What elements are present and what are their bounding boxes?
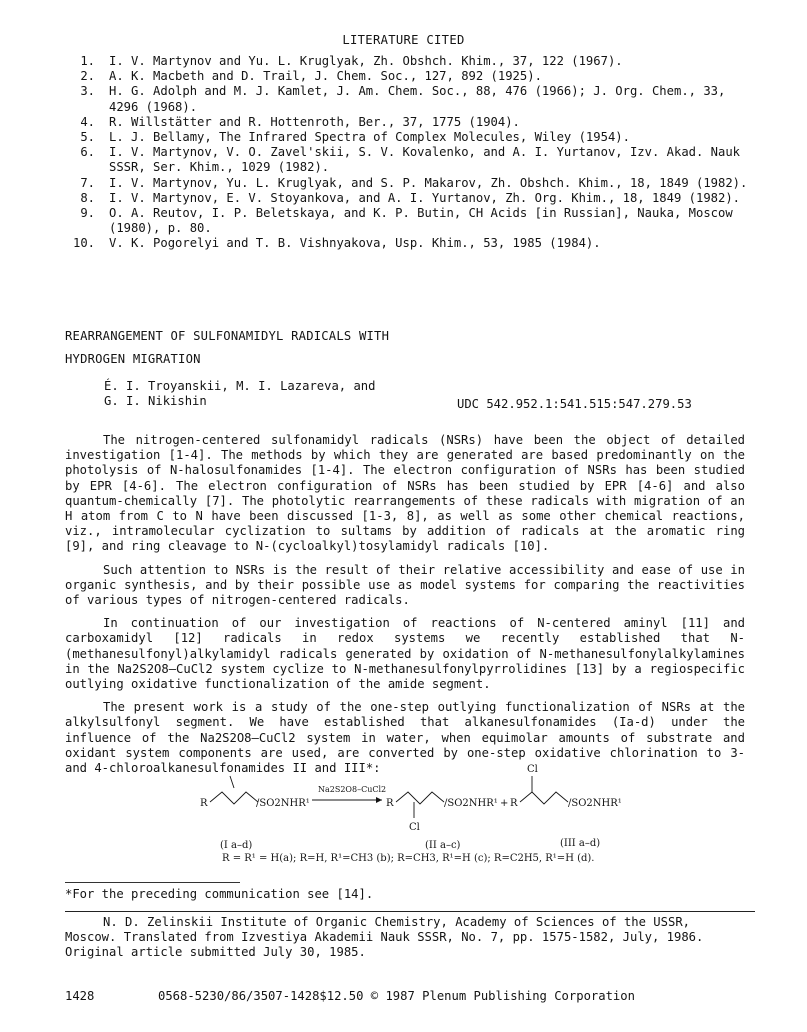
reference-number: 1. [80, 54, 95, 68]
reference-number: 7. [80, 175, 95, 190]
product-iii-group: /SO2NHR¹ [568, 798, 622, 809]
publication-code: 0568-5230/86/3507-1428$12.50 © 1987 Plenum Publishing Corporation [158, 989, 635, 1003]
reference-number: 2. [80, 69, 95, 84]
article-title-line-1: REARRANGEMENT OF SULFONAMIDYL RADICALS WITH [65, 329, 390, 343]
compound-label-ii: (II a–c) [425, 840, 461, 851]
reference-text: I. V. Martynov, Yu. L. Kruglyak, and S. P. Makarov, Zh. Obshch. Khim., 18, 1849 (1982). [109, 175, 748, 190]
product-ii-chain [396, 792, 444, 804]
page-number: 1428 [65, 989, 95, 1003]
reaction-scheme [200, 762, 720, 880]
reference-text: H. G. Adolph and M. J. Kamlet, J. Am. Chem. Soc., 88, 476 (1966); J. Org. Chem., 33, 4296 (1968). [109, 84, 726, 114]
reference-number: 6. [80, 145, 95, 160]
reference-text: V. K. Pogorelyi and T. B. Vishnyakova, Usp. Khim., 53, 1985 (1984). [109, 236, 601, 251]
reference-text: O. A. Reutov, I. P. Beletskaya, and K. P. Butin, CH Acids [in Russian], Nauka, Moscow (1980), p. 80. [109, 206, 733, 236]
affiliation-note [65, 915, 755, 961]
reactant-r-label: R [200, 798, 208, 809]
reference-item [50, 115, 760, 130]
plus-sign: + [500, 798, 509, 809]
reference-item [50, 84, 760, 114]
body-paragraph: Such attention to NSRs is the result of their relative accessibility and ease of use in organic synthesis, and by their possible use as model systems for comparing the reactivities of various types of nitrogen-centered radicals. [65, 562, 745, 608]
article-body [65, 433, 745, 784]
compound-label-iii: (III a–d) [560, 838, 601, 849]
reaction-scheme-drawing [200, 762, 720, 880]
body-paragraph: The present work is a study of the one-step outlying functionalization of NSRs at the alkylsulfonyl segment. We have established that alkanesulfonamides (Ia-d) under the influence of the Na2S2O8–CuCl2 system in water, when equimolar amounts of substrate and oxidant system components are used, are converted by one-step oxidative chlorination to 3- and 4-chloroalkanesulfonamides II and III*: [65, 700, 745, 776]
reference-number: 4. [80, 114, 95, 129]
article-title [65, 325, 389, 371]
reference-item [50, 69, 760, 84]
arrow-head-icon [376, 797, 382, 803]
affiliation-line-3: Original article submitted July 30, 1985. [65, 945, 366, 960]
reference-text: I. V. Martynov, E. V. Stoyankova, and A. I. Yurtanov, Zh. Org. Khim., 18, 1849 (1982). [109, 190, 741, 205]
article-title-line-2: HYDROGEN MIGRATION [65, 352, 201, 366]
author-list [104, 379, 376, 409]
reference-text: I. V. Martynov, V. O. Zavel'skii, S. V. Kovalenko, and A. I. Yurtanov, Izv. Akad. Nauk SSSR, Ser. Khim., 1029 (1982). [109, 145, 741, 175]
product-ii-group: /SO2NHR¹ [444, 798, 498, 809]
reactant-chain [210, 792, 258, 804]
product-ii-r-label: R [386, 798, 394, 809]
reference-item [50, 191, 760, 206]
reference-item [50, 236, 760, 251]
reference-number: 8. [80, 190, 95, 205]
product-iii-cl: Cl [527, 764, 538, 775]
product-ii-cl: Cl [409, 822, 420, 833]
body-paragraph: In continuation of our investigation of reactions of N-centered aminyl [11] and carboxamidyl [12] radicals in redox systems we recently established that N-(methanesulfonyl)alkylamidyl radicals generated by oxidation of N-methanesulfonylalkylamines in the Na2S2O8–CuCl2 system cyclize to N-methanesulfonylpyrrolidines [13] by a regiospecific outlying oxidative functionalization of the amide segment. [65, 616, 745, 692]
reference-text: L. J. Bellamy, The Infrared Spectra of Complex Molecules, Wiley (1954). [109, 130, 630, 145]
body-paragraph: The nitrogen-centered sulfonamidyl radicals (NSRs) have been the object of detailed investigation [1-4]. The methods by which they are generated are based predominantly on the photolysis of N-halosulfonamides [1-4]. The electron configuration of NSRs has been studied by EPR [4-6]. The electron configuration of NSRs has been studied by EPR [4-6] and also quantum-chemically [7]. The photolytic rearrangements of these radicals with migration of an H atom from C to N have been discussed [1-3, 8], as well as some other chemical reactions, viz., intramolecular cyclization to sultams by addition of radicals at the aromatic ring [9], and ring cleavage to N-(cycloalkyl)tosylamidyl radicals [10]. [65, 433, 745, 554]
reference-number: 10. [72, 236, 95, 251]
affiliation-line-2: Moscow. Translated from Izvestiya Akademii Nauk SSSR, No. 7, pp. 1575-1582, July, 1986. [65, 930, 704, 945]
footnote: *For the preceding communication see [14]. [65, 887, 374, 901]
udc-code: UDC 542.952.1:541.515:547.279.53 [457, 397, 692, 411]
affiliation-line-1: N. D. Zelinskii Institute of Organic Chemistry, Academy of Sciences of the USSR, [103, 915, 690, 929]
reference-item [50, 54, 760, 69]
reagent-label: Na2S2O8–CuCl2 [318, 785, 387, 794]
authors-line-2: G. I. Nikishin [104, 394, 207, 409]
reference-number: 5. [80, 130, 95, 145]
reference-text: A. K. Macbeth and D. Trail, J. Chem. Soc., 127, 892 (1925). [109, 69, 542, 84]
reference-list [50, 54, 760, 252]
product-iii-chain [520, 792, 568, 804]
authors-line-1: É. I. Troyanskii, M. I. Lazareva, and [104, 379, 376, 393]
reference-number: 9. [80, 206, 95, 221]
compound-label-i: (I a–d) [220, 840, 253, 851]
reference-item [50, 130, 760, 145]
reference-text: I. V. Martynov and Yu. L. Kruglyak, Zh. Obshch. Khim., 37, 122 (1967). [109, 54, 623, 68]
affiliation-divider [65, 911, 755, 912]
reference-item [50, 176, 760, 191]
reference-number: 3. [80, 84, 95, 99]
reference-item [50, 145, 760, 175]
substituent-legend: R = R¹ = H(a); R=H, R¹=CH3 (b); R=CH3, R¹=H (c); R=C2H5, R¹=H (d). [222, 853, 595, 864]
reactant-branch [230, 776, 234, 788]
reference-text: R. Willstätter and R. Hottenroth, Ber., 37, 1775 (1904). [109, 114, 520, 129]
reactant-group: /SO2NHR¹ [256, 798, 310, 809]
literature-cited-heading: LITERATURE CITED [342, 33, 465, 47]
product-iii-r-label: R [510, 798, 518, 809]
footnote-divider [65, 882, 240, 883]
reference-item [50, 206, 760, 236]
